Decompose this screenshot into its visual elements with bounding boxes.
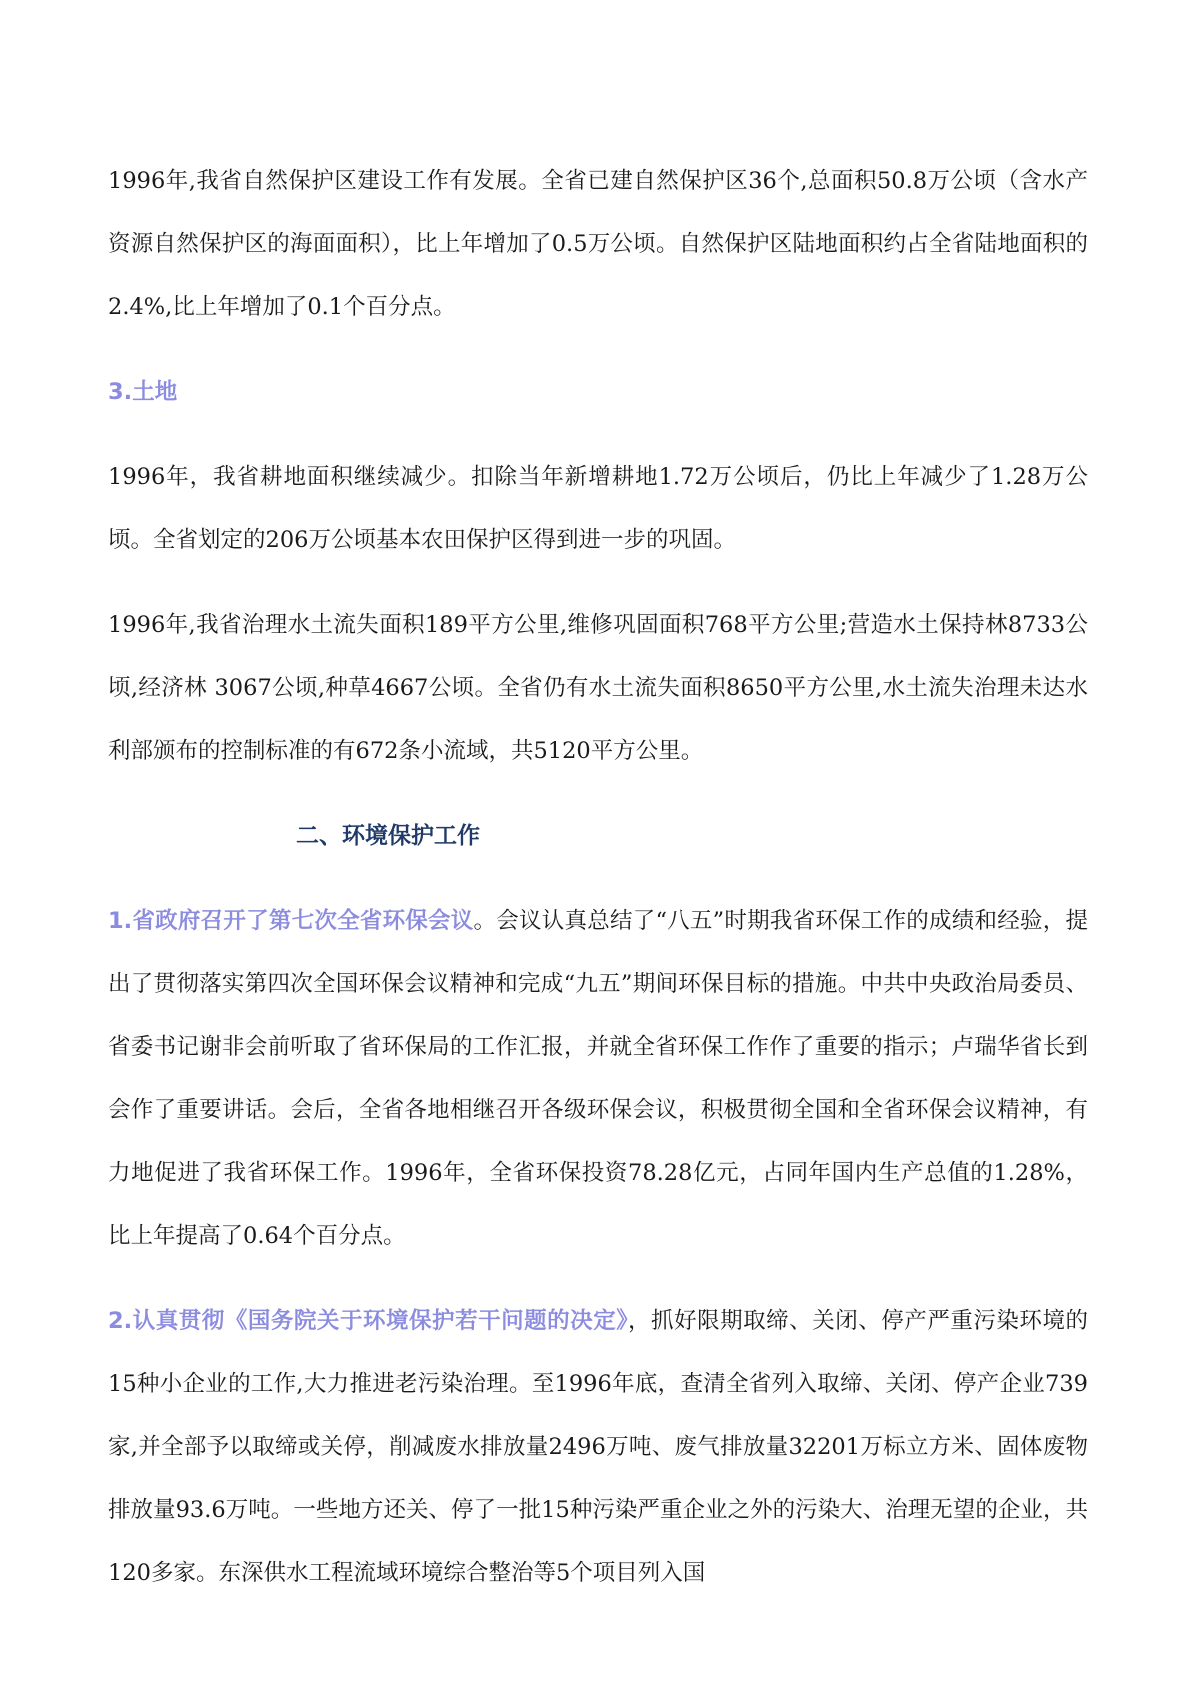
- paragraph-farmland: 1996年，我省耕地面积继续减少。扣除当年新增耕地1.72万公顷后，仍比上年减少了1.28万公顷。全省划定的206万公顷基本农田保护区得到进一步的巩固。: [108, 464, 1088, 553]
- spacer: [108, 783, 1088, 805]
- section-title: 二、环境保护工作: [296, 823, 480, 849]
- subheading-land: 3.土地: [108, 379, 178, 405]
- paragraph-item-2: [108, 1290, 1088, 1605]
- item-2-lead: 2.认真贯彻《国务院关于环境保护若干问题的决定》: [108, 1308, 629, 1334]
- spacer: [108, 868, 1088, 890]
- paragraph-nature-reserves: 1996年,我省自然保护区建设工作有发展。全省已建自然保护区36个,总面积50.8万公顷（含水产资源自然保护区的海面面积），比上年增加了0.5万公顷。自然保护区陆地面积约占全省陆地面积的2.4%,比上年增加了0.1个百分点。: [108, 168, 1088, 320]
- paragraph-soil-erosion: 1996年,我省治理水土流失面积189平方公里,维修巩固面积768平方公里;营造水土保持林8733公顷,经济林 3067公顷,种草4667公顷。全省仍有水土流失面积8650平方公里,水土流失治理未达水利部颁布的控制标准的有672条小流域，共5120平方公里。: [108, 612, 1088, 764]
- item-1-lead: 1.省政府召开了第七次全省环保会议: [108, 908, 474, 934]
- spacer: [108, 1268, 1088, 1290]
- paragraph-item-1: [108, 890, 1088, 1268]
- document-page: [108, 150, 1088, 1605]
- spacer: [108, 424, 1088, 446]
- item-2-body: ，抓好限期取缔、关闭、停产严重污染环境的15种小企业的工作,大力推进老污染治理。至1996年底，查清全省列入取缔、关闭、停产企业739家,并全部予以取缔或关停，削减废水排放量2496万吨、废气排放量32201万标立方米、固体废物排放量93.6万吨。一些地方还关、停了一批15种污染严重企业之外的污染大、治理无望的企业，共120多家。东深供水工程流域环境综合整治等5个项目列入国: [108, 1308, 1088, 1586]
- item-1-body: 。会议认真总结了“八五”时期我省环保工作的成绩和经验，提出了贯彻落实第四次全国环保会议精神和完成“九五”期间环保目标的措施。中共中央政治局委员、省委书记谢非会前听取了省环保局的工作汇报，并就全省环保工作作了重要的指示；卢瑞华省长到会作了重要讲话。会后，全省各地相继召开各级环保会议，积极贯彻全国和全省环保会议精神，有力地促进了我省环保工作。1996年，全省环保投资78.28亿元，占同年国内生产总值的1.28%，比上年提高了0.64个百分点。: [108, 908, 1088, 1249]
- spacer: [108, 339, 1088, 361]
- spacer: [108, 572, 1088, 594]
